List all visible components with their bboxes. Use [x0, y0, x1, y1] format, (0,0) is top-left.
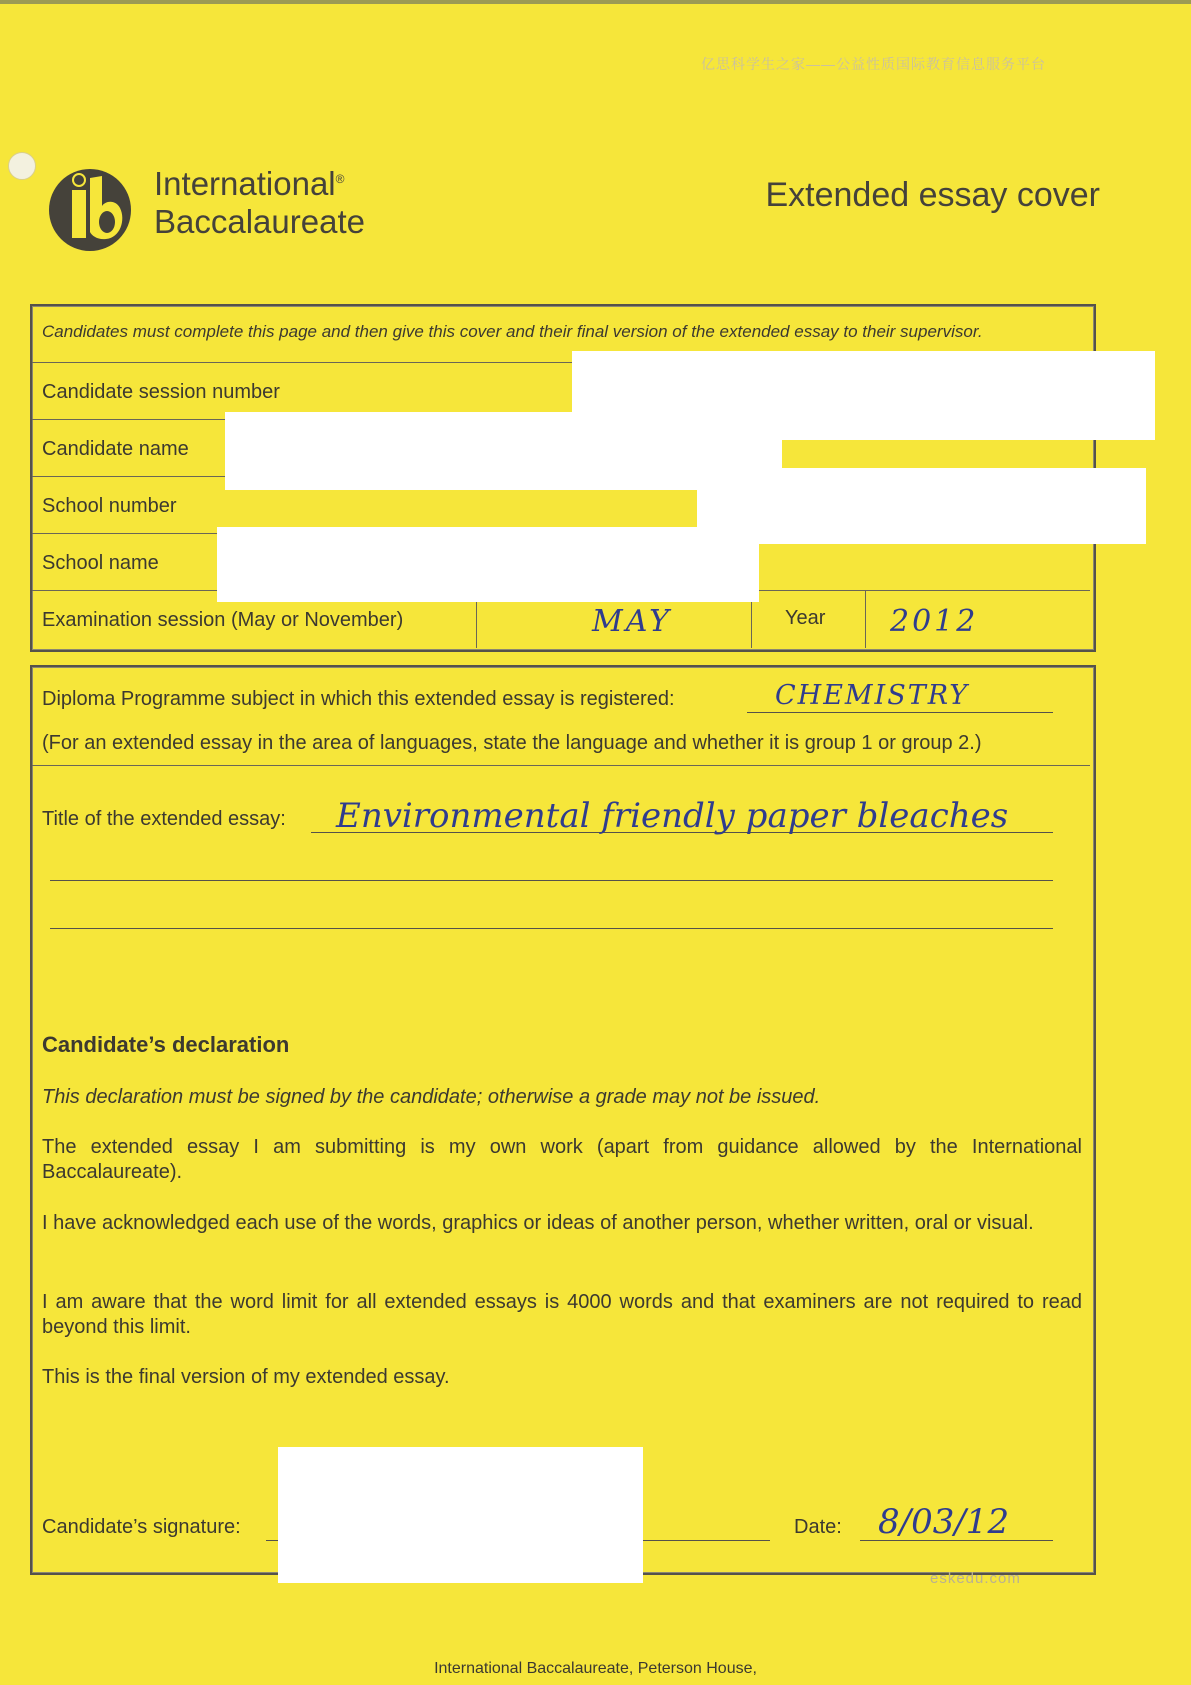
subject-underline: [747, 712, 1053, 713]
redaction-block: [697, 468, 1146, 544]
subject-note: (For an extended essay in the area of languages, state the language and whether it is group 1 or group 2.): [42, 732, 982, 754]
school-name-label: School name: [42, 552, 159, 574]
org-name-line2: Baccalaureate: [154, 203, 365, 240]
essay-title-line-3: [50, 928, 1053, 929]
exam-session-value: MAY: [592, 604, 672, 639]
scan-top-edge: [0, 0, 1191, 4]
ib-logo: [40, 160, 140, 252]
date-value: 8/03/12: [878, 1502, 1010, 1542]
org-name: [154, 160, 365, 241]
year-label: Year: [785, 607, 826, 629]
date-label: Date:: [794, 1516, 842, 1538]
declaration-paragraph-2: I have acknowledged each use of the words, graphics or ideas of another person, whether written, oral or visual.: [42, 1212, 1034, 1234]
signature-redaction: [278, 1447, 643, 1583]
declaration-paragraph-1: The extended essay I am submitting is my own work (apart from guidance allowed by the International Baccalaureate).: [42, 1136, 1082, 1183]
section-divider: [32, 765, 1090, 766]
year-value: 2012: [890, 604, 979, 639]
declaration-intro: This declaration must be signed by the candidate; otherwise a grade may not be issued.: [42, 1086, 821, 1108]
declaration-heading: Candidate’s declaration: [42, 1032, 290, 1057]
document-title: Extended essay cover: [765, 176, 1100, 214]
exam-session-label: Examination session (May or November): [42, 609, 404, 631]
declaration-paragraph-3: I am aware that the word limit for all extended essays is 4000 words and that examiners are not required to read beyond this limit.: [42, 1291, 1082, 1338]
footer-address: International Baccalaureate, Peterson House,: [434, 1660, 757, 1677]
essay-title-label: Title of the extended essay:: [42, 808, 286, 830]
registered-mark: ®: [335, 172, 345, 186]
subject-label: Diploma Programme subject in which this extended essay is registered:: [42, 688, 675, 710]
essay-title-line-2: [50, 880, 1053, 881]
signature-label: Candidate’s signature:: [42, 1516, 241, 1538]
org-name-line1: International: [154, 165, 336, 202]
redaction-block: [217, 527, 759, 602]
declaration-paragraph-4: This is the final version of my extended essay.: [42, 1366, 450, 1388]
subject-value: CHEMISTRY: [775, 680, 970, 711]
school-number-label: School number: [42, 495, 177, 517]
punch-hole: [8, 152, 36, 180]
watermark-bottom: eskedu.com: [930, 1570, 1021, 1587]
instructions-text: Candidates must complete this page and then give this cover and their final version of the extended essay to their supervisor.: [42, 322, 983, 341]
essay-title-value: Environmental friendly paper bleaches: [336, 796, 1009, 836]
session-number-label: Candidate session number: [42, 381, 280, 403]
watermark-top: 亿思科学生之家——公益性质国际教育信息服务平台: [701, 56, 1046, 72]
candidate-name-label: Candidate name: [42, 438, 189, 460]
column-divider: [865, 590, 866, 648]
